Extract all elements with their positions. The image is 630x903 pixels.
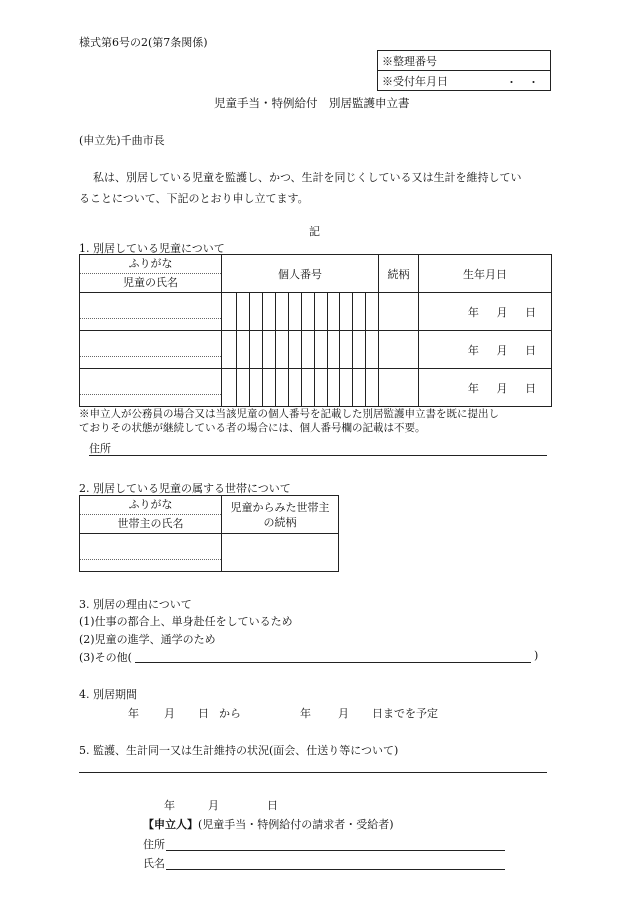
section5-input-line[interactable]: [79, 772, 547, 773]
section5-heading: 5. 監護、生計同一又は生計維持の状況(面会、仕送り等について): [79, 744, 399, 757]
reason-1: (1)仕事の都合上、単身赴任をしているため: [79, 615, 293, 628]
footer-date-year: 年: [164, 799, 175, 812]
applicant-address-label: 住所: [143, 838, 165, 851]
month-label: 月: [496, 381, 508, 395]
seiri-number-field[interactable]: [378, 51, 551, 71]
seiri-number-label: ※整理番号: [382, 54, 437, 68]
child-address-label: 住所: [89, 442, 111, 455]
period-to-day: 日までを予定: [372, 707, 438, 720]
office-use-box: [377, 50, 551, 91]
householder-relation-cell[interactable]: [222, 534, 339, 572]
household-table: [79, 495, 339, 572]
footer-date-day: 日: [267, 799, 278, 812]
month-label: 月: [496, 305, 508, 319]
table-row: [80, 331, 552, 369]
addressee: (申立先)千曲市長: [79, 134, 165, 147]
uketsuke-date-field[interactable]: [378, 71, 551, 91]
note-line-1: ※申立人が公務員の場合又は当該児童の個人番号を記載した別居監護申立書を既に提出し: [79, 408, 499, 420]
applicant-heading: [143, 816, 394, 832]
children-header-row: [80, 255, 552, 293]
householder-relation-header-2: の続柄: [263, 515, 297, 529]
birthdate-cell[interactable]: [419, 369, 552, 407]
uketsuke-label: ※受付年月日: [382, 74, 448, 88]
relation-cell[interactable]: [379, 369, 419, 407]
reason-3-input-line[interactable]: [135, 662, 531, 663]
section1-heading: 1. 別居している児童について: [79, 242, 225, 255]
child-name-cell[interactable]: [80, 293, 222, 331]
period-to-month: 月: [338, 707, 349, 720]
child-address-line[interactable]: [89, 455, 547, 456]
year-label: 年: [467, 305, 479, 319]
birthdate-cell[interactable]: [419, 293, 552, 331]
ki-heading: 記: [309, 225, 320, 238]
day-label: 日: [525, 305, 537, 319]
section2-heading: 2. 別居している児童の属する世帯について: [79, 482, 291, 495]
individual-number-cell[interactable]: [222, 331, 379, 369]
individual-number-header: 個人番号: [222, 255, 379, 293]
reason-3-close: ): [534, 649, 539, 662]
householder-name-cell[interactable]: [80, 534, 222, 572]
applicant-note: (児童手当・特例給付の請求者・受給者): [198, 818, 394, 831]
section4-heading: 4. 別居期間: [79, 688, 137, 701]
householder-furigana-header: ふりがな: [80, 496, 221, 515]
period-from-year: 年: [128, 707, 139, 720]
householder-relation-header-1: 児童からみた世帯主: [230, 500, 330, 514]
table-row: [80, 369, 552, 407]
uketsuke-dots: ・ ・: [506, 76, 539, 89]
period-from-month: 月: [164, 707, 175, 720]
relation-cell[interactable]: [379, 331, 419, 369]
child-name-cell[interactable]: [80, 369, 222, 407]
reason-2: (2)児童の進学、通学のため: [79, 633, 216, 646]
year-label: 年: [467, 343, 479, 357]
birthdate-header: 生年月日: [419, 255, 552, 293]
relation-header: 続柄: [379, 255, 419, 293]
period-from-day: 日: [198, 707, 209, 720]
furigana-header: ふりがな: [80, 255, 221, 274]
footer-date-month: 月: [208, 799, 219, 812]
period-to-year: 年: [300, 707, 311, 720]
children-table: [79, 254, 552, 407]
individual-number-cell[interactable]: [222, 293, 379, 331]
intro-line-1: 私は、別居している児童を監護し、かつ、生計を同じくしている又は生計を維持してい: [93, 171, 522, 184]
reason-3-label: (3)その他(: [79, 651, 132, 664]
year-label: 年: [467, 381, 479, 395]
month-label: 月: [496, 343, 508, 357]
applicant-address-line[interactable]: [166, 850, 505, 851]
period-from-label: から: [219, 707, 241, 720]
relation-cell[interactable]: [379, 293, 419, 331]
note-line-2: ておりその状態が継続している者の場合には、個人番号欄の記載は不要。: [79, 422, 426, 434]
individual-number-cell[interactable]: [222, 369, 379, 407]
applicant-name-label: 氏名: [143, 857, 165, 870]
applicant-bold: 【申立人】: [143, 818, 198, 831]
child-name-header: 児童の氏名: [123, 276, 178, 289]
intro-line-2: ることについて、下記のとおり申し立てます。: [79, 192, 309, 205]
birthdate-cell[interactable]: [419, 331, 552, 369]
householder-name-header: 世帯主の氏名: [117, 517, 184, 530]
day-label: 日: [525, 381, 537, 395]
day-label: 日: [525, 343, 537, 357]
applicant-name-line[interactable]: [166, 869, 505, 870]
form-number: 様式第6号の2(第7条関係): [79, 36, 208, 49]
table-row: [80, 293, 552, 331]
child-name-cell[interactable]: [80, 331, 222, 369]
document-title: 児童手当・特例給付 別居監護申立書: [214, 96, 410, 110]
section3-heading: 3. 別居の理由について: [79, 598, 192, 611]
